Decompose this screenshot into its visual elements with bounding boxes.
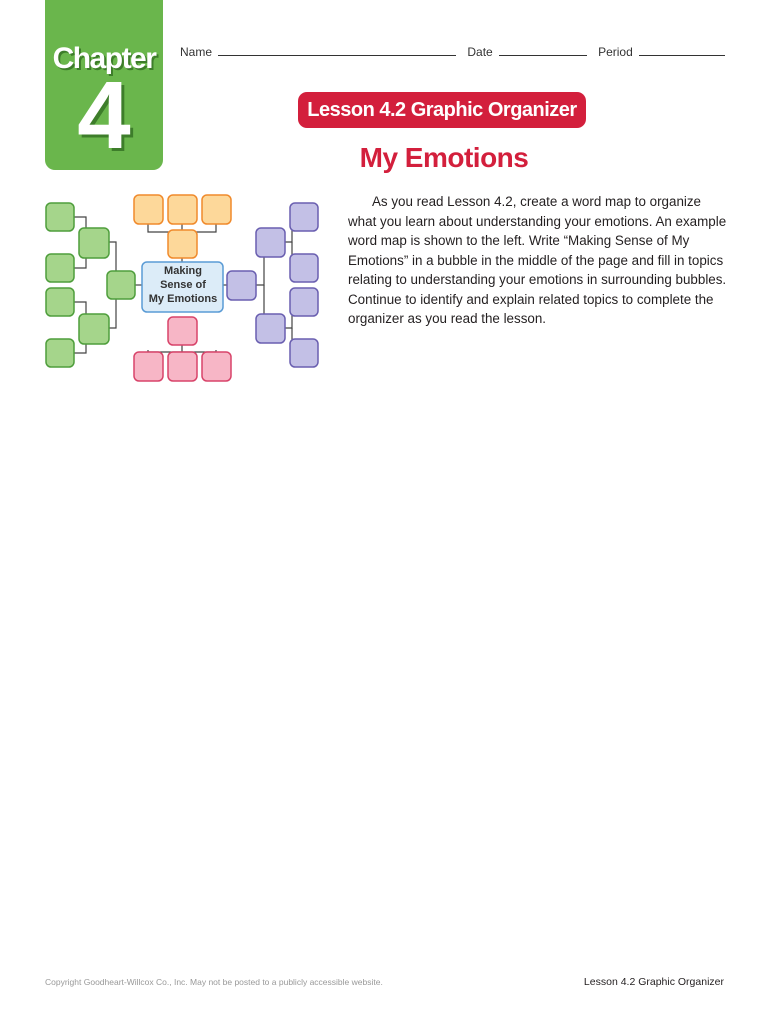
example-word-map — [40, 190, 325, 395]
bubble-pink — [168, 352, 197, 381]
bubble-green — [79, 314, 109, 344]
purple-bubbles — [227, 203, 318, 367]
name-field[interactable] — [218, 44, 456, 56]
green-bubbles — [46, 203, 135, 367]
bubble-orange — [134, 195, 163, 224]
chapter-word: Chapter — [52, 42, 156, 75]
bubble-purple — [256, 228, 285, 257]
bubble-purple — [290, 203, 318, 231]
lesson-banner: Lesson 4.2 Graphic Organizer — [298, 92, 586, 128]
instructions-text: As you read Lesson 4.2, create a word map to organize what you learn about understanding your emotions. An example word map is shown to the left. Write “Making Sense of My Emotions” in a bubble in the middle of the page and fill in topics relating to understanding your emotions in surrounding bubbles. Continue to identify and explain related topics to complete the organizer as you read the lesson. — [348, 194, 727, 326]
bubble-purple — [290, 288, 318, 316]
center-bubble-label — [143, 264, 223, 306]
copyright-notice: Copyright Goodheart-Willcox Co., Inc. May not be posted to a publicly accessible website. — [45, 977, 383, 987]
bubble-pink — [134, 352, 163, 381]
bubble-orange — [202, 195, 231, 224]
footer-page-label: Lesson 4.2 Graphic Organizer — [583, 976, 724, 988]
bubble-purple — [256, 314, 285, 343]
date-label: Date — [467, 45, 493, 59]
bubble-green — [46, 203, 74, 231]
bubble-green — [79, 228, 109, 258]
bubble-purple — [290, 254, 318, 282]
date-field[interactable] — [499, 44, 587, 56]
bubble-green — [107, 271, 135, 299]
bubble-orange — [168, 195, 197, 224]
center-label-line: Making — [164, 265, 202, 277]
bubble-pink — [168, 317, 197, 345]
chapter-number: 4 — [77, 62, 131, 169]
center-label-line: My Emotions — [148, 293, 218, 305]
chapter-tab — [45, 0, 163, 170]
period-label: Period — [598, 45, 633, 59]
bubble-purple — [227, 271, 256, 300]
bubble-green — [46, 254, 74, 282]
bubble-pink — [202, 352, 231, 381]
period-field[interactable] — [639, 44, 725, 56]
bubble-orange — [168, 230, 197, 258]
header-fields — [180, 44, 733, 59]
page-title: My Emotions — [359, 142, 529, 173]
bubble-purple — [290, 339, 318, 367]
name-label: Name — [180, 45, 213, 59]
bubble-green — [46, 339, 74, 367]
center-label-line: Sense of — [160, 279, 206, 291]
bubble-green — [46, 288, 74, 316]
